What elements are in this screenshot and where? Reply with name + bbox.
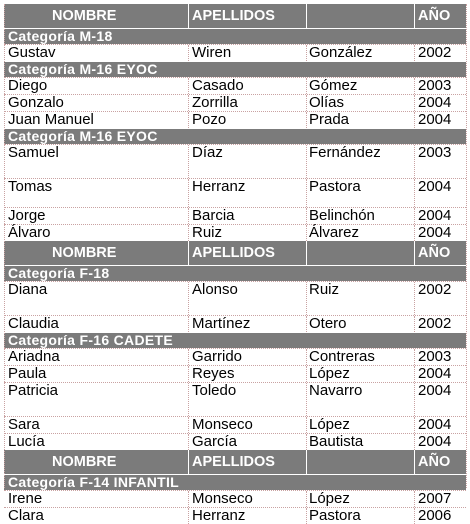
- column-divider: [306, 383, 307, 416]
- column-divider: [414, 450, 415, 474]
- column-divider: [414, 4, 415, 28]
- category-row: [4, 332, 466, 348]
- table-row: [4, 315, 466, 332]
- column-divider: [306, 316, 307, 332]
- surname-2-cell: López: [309, 365, 350, 382]
- surname-2-cell: Gómez: [309, 77, 358, 94]
- year-cell: 2004: [418, 207, 452, 224]
- year-cell: 2004: [418, 178, 452, 195]
- column-divider: [306, 450, 307, 474]
- column-divider: [306, 95, 307, 111]
- header-row: [4, 450, 466, 474]
- surname-2-cell: Belinchón: [309, 207, 375, 224]
- column-divider: [306, 112, 307, 128]
- table-row: [4, 94, 466, 111]
- category-row: [4, 128, 466, 144]
- category-row: [4, 474, 466, 490]
- column-divider: [306, 225, 307, 241]
- first-name-cell: Patricia: [8, 382, 59, 399]
- table-row: [4, 433, 466, 450]
- year-cell: 2007: [418, 490, 452, 507]
- surname-2-cell: Álvarez: [309, 224, 360, 241]
- column-divider: [306, 417, 307, 433]
- column-divider: [306, 145, 307, 178]
- year-cell: 2004: [418, 365, 452, 382]
- first-name-cell: Diego: [8, 77, 48, 94]
- column-divider: [306, 78, 307, 94]
- surname-1-cell: Casado: [192, 77, 244, 94]
- first-name-cell: Irene: [8, 490, 43, 507]
- column-divider: [188, 4, 189, 28]
- year-cell: 2002: [418, 315, 452, 332]
- surname-1-cell: Martínez: [192, 315, 251, 332]
- table-row: [4, 77, 466, 94]
- category-row: [4, 61, 466, 77]
- column-divider: [414, 434, 415, 450]
- first-name-cell: Clara: [8, 507, 44, 524]
- column-divider: [414, 112, 415, 128]
- surname-2-cell: Ruiz: [309, 281, 340, 298]
- column-divider: [414, 282, 415, 315]
- column-divider: [306, 282, 307, 315]
- surname-1-cell: Díaz: [192, 144, 223, 161]
- first-name-cell: Gustav: [8, 44, 56, 61]
- header-apellidos: APELLIDOS: [192, 8, 275, 24]
- surname-2-cell: Olías: [309, 94, 345, 111]
- year-cell: 2003: [418, 144, 452, 161]
- column-divider: [414, 508, 415, 524]
- column-divider: [414, 349, 415, 365]
- header-apellidos: APELLIDOS: [192, 454, 275, 470]
- category-label: Categoría M-16 EYOC: [8, 61, 158, 77]
- table-row: [4, 382, 466, 416]
- column-divider: [188, 349, 189, 365]
- column-divider: [414, 241, 415, 265]
- column-divider: [306, 366, 307, 382]
- surname-2-cell: Pastora: [309, 507, 361, 524]
- column-divider: [188, 241, 189, 265]
- first-name-cell: Claudia: [8, 315, 59, 332]
- table-row: [4, 144, 466, 178]
- surname-1-cell: Monseco: [192, 416, 253, 433]
- column-divider: [188, 316, 189, 332]
- year-cell: 2004: [418, 111, 452, 128]
- surname-2-cell: López: [309, 490, 350, 507]
- header-row: [4, 4, 466, 28]
- column-divider: [188, 95, 189, 111]
- surname-1-cell: Alonso: [192, 281, 238, 298]
- header-nombre: NOMBRE: [52, 245, 117, 261]
- surname-1-cell: Herranz: [192, 507, 246, 524]
- surname-2-cell: Bautista: [309, 433, 364, 450]
- column-divider: [188, 508, 189, 524]
- first-name-cell: Samuel: [8, 144, 59, 161]
- table-row: [4, 365, 466, 382]
- year-cell: 2003: [418, 77, 452, 94]
- table-row: [4, 348, 466, 365]
- surname-1-cell: Zorrilla: [192, 94, 238, 111]
- year-cell: 2003: [418, 348, 452, 365]
- column-divider: [306, 349, 307, 365]
- header-apellidos: APELLIDOS: [192, 245, 275, 261]
- first-name-cell: Jorge: [8, 207, 46, 224]
- roster-table: [4, 4, 466, 524]
- table-row: [4, 281, 466, 315]
- column-divider: [414, 95, 415, 111]
- category-label: Categoría F-16 CADETE: [8, 332, 173, 348]
- surname-1-cell: Ruiz: [192, 224, 223, 241]
- surname-2-cell: González: [309, 44, 373, 61]
- year-cell: 2004: [418, 94, 452, 111]
- surname-1-cell: Toledo: [192, 382, 237, 399]
- column-divider: [414, 145, 415, 178]
- category-row: [4, 28, 466, 44]
- column-divider: [188, 491, 189, 507]
- column-divider: [188, 45, 189, 61]
- surname-1-cell: Herranz: [192, 178, 246, 195]
- surname-1-cell: García: [192, 433, 238, 450]
- column-divider: [414, 208, 415, 224]
- column-divider: [414, 366, 415, 382]
- surname-2-cell: Contreras: [309, 348, 375, 365]
- column-divider: [414, 225, 415, 241]
- surname-1-cell: Wiren: [192, 44, 232, 61]
- table-row: [4, 490, 466, 507]
- column-divider: [188, 208, 189, 224]
- category-label: Categoría F-18: [8, 265, 110, 281]
- year-cell: 2004: [418, 433, 452, 450]
- header-nombre: NOMBRE: [52, 454, 117, 470]
- column-divider: [188, 383, 189, 416]
- surname-1-cell: Monseco: [192, 490, 253, 507]
- column-divider: [306, 434, 307, 450]
- surname-2-cell: Prada: [309, 111, 350, 128]
- year-cell: 2004: [418, 416, 452, 433]
- surname-2-cell: Otero: [309, 315, 347, 332]
- column-divider: [306, 208, 307, 224]
- category-row: [4, 265, 466, 281]
- table-row: [4, 416, 466, 433]
- column-divider: [188, 282, 189, 315]
- first-name-cell: Lucía: [8, 433, 45, 450]
- column-divider: [306, 179, 307, 207]
- year-cell: 2002: [418, 281, 452, 298]
- table-row: [4, 111, 466, 128]
- column-divider: [414, 491, 415, 507]
- column-divider: [306, 4, 307, 28]
- surname-2-cell: Fernández: [309, 144, 381, 161]
- column-divider: [306, 491, 307, 507]
- first-name-cell: Gonzalo: [8, 94, 64, 111]
- column-divider: [414, 78, 415, 94]
- column-divider: [188, 145, 189, 178]
- table-row: [4, 224, 466, 241]
- header-ano: AÑO: [418, 245, 451, 261]
- column-divider: [188, 112, 189, 128]
- table-row: [4, 178, 466, 207]
- surname-2-cell: López: [309, 416, 350, 433]
- surname-1-cell: Pozo: [192, 111, 227, 128]
- column-divider: [414, 179, 415, 207]
- first-name-cell: Juan Manuel: [8, 111, 94, 128]
- surname-2-cell: Pastora: [309, 178, 361, 195]
- table-row: [4, 507, 466, 524]
- header-row: [4, 241, 466, 265]
- column-divider: [188, 434, 189, 450]
- first-name-cell: Tomas: [8, 178, 53, 195]
- surname-1-cell: Reyes: [192, 365, 235, 382]
- column-divider: [188, 225, 189, 241]
- column-divider: [306, 508, 307, 524]
- column-divider: [188, 179, 189, 207]
- first-name-cell: Sara: [8, 416, 40, 433]
- column-divider: [188, 450, 189, 474]
- surname-1-cell: Garrido: [192, 348, 243, 365]
- column-divider: [414, 45, 415, 61]
- first-name-cell: Álvaro: [8, 224, 51, 241]
- table-row: [4, 44, 466, 61]
- table-row: [4, 207, 466, 224]
- first-name-cell: Diana: [8, 281, 48, 298]
- surname-1-cell: Barcia: [192, 207, 235, 224]
- column-divider: [306, 45, 307, 61]
- column-divider: [414, 417, 415, 433]
- column-divider: [414, 383, 415, 416]
- header-ano: AÑO: [418, 454, 451, 470]
- surname-2-cell: Navarro: [309, 382, 363, 399]
- category-label: Categoría M-18: [8, 28, 113, 44]
- column-divider: [188, 417, 189, 433]
- header-nombre: NOMBRE: [52, 8, 117, 24]
- column-divider: [306, 241, 307, 265]
- column-divider: [188, 366, 189, 382]
- category-label: Categoría F-14 INFANTIL: [8, 474, 180, 490]
- year-cell: 2002: [418, 44, 452, 61]
- header-ano: AÑO: [418, 8, 451, 24]
- year-cell: 2004: [418, 382, 452, 399]
- first-name-cell: Paula: [8, 365, 47, 382]
- first-name-cell: Ariadna: [8, 348, 60, 365]
- category-label: Categoría M-16 EYOC: [8, 128, 158, 144]
- column-divider: [188, 78, 189, 94]
- year-cell: 2004: [418, 224, 452, 241]
- year-cell: 2006: [418, 507, 452, 524]
- column-divider: [414, 316, 415, 332]
